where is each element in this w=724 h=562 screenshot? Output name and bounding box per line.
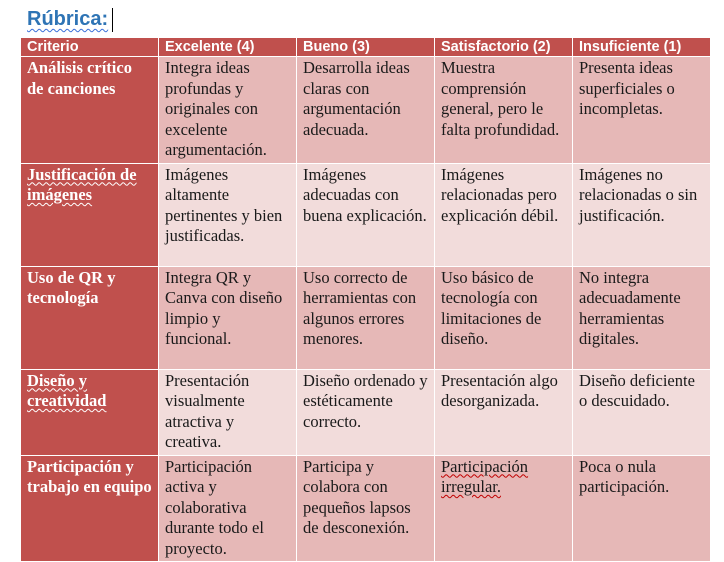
table-cell: Presenta ideas superficiales o incompletas. [573,57,711,164]
table-cell: Imágenes altamente pertinentes y bien justificadas. [159,163,297,266]
table-row [21,369,711,455]
table-cell: Diseño deficiente o descuidado. [573,369,711,455]
text-cursor [112,8,113,32]
table-cell: Presentación visualmente atractiva y creativa. [159,369,297,455]
table-cell: Participación activa y colaborativa durante todo el proyecto. [159,455,297,562]
criterion-cell: Uso de QR y tecnología [21,266,159,369]
header-row [21,38,711,57]
table-cell: Imágenes adecuadas con buena explicación. [297,163,435,266]
criterion-cell: Análisis crítico de canciones [21,57,159,164]
header-criterion: Criterio [21,38,159,57]
table-cell: Participación irregular. [435,455,573,562]
header-level-bueno: Bueno (3) [297,38,435,57]
table-cell: Presentación algo desorganizada. [435,369,573,455]
table-cell: Desarrolla ideas claras con argumentación adecuada. [297,57,435,164]
table-cell: Integra ideas profundas y originales con excelente argumentación. [159,57,297,164]
table-cell: No integra adecuadamente herramientas digitales. [573,266,711,369]
table-row [21,455,711,562]
criterion-cell: Participación y trabajo en equipo [21,455,159,562]
table-row [21,163,711,266]
rubric-table [20,37,711,562]
table-row [21,57,711,164]
table-cell: Imágenes relacionadas pero explicación débil. [435,163,573,266]
table-cell: Integra QR y Canva con diseño limpio y funcional. [159,266,297,369]
criterion-cell: Diseño y creatividad [21,369,159,455]
criterion-cell: Justificación de imágenes [21,163,159,266]
table-cell: Uso básico de tecnología con limitaciones de diseño. [435,266,573,369]
table-cell: Uso correcto de herramientas con algunos errores menores. [297,266,435,369]
table-cell: Imágenes no relacionadas o sin justificación. [573,163,711,266]
header-level-excelente: Excelente (4) [159,38,297,57]
header-level-insuficiente: Insuficiente (1) [573,38,711,57]
table-cell: Muestra comprensión general, pero le falta profundidad. [435,57,573,164]
table-cell: Participa y colabora con pequeños lapsos de desconexión. [297,455,435,562]
table-cell: Poca o nula participación. [573,455,711,562]
rubric-heading: Rúbrica: [27,8,109,30]
header-level-satisfactorio: Satisfactorio (2) [435,38,573,57]
table-row [21,266,711,369]
table-cell: Diseño ordenado y estéticamente correcto. [297,369,435,455]
